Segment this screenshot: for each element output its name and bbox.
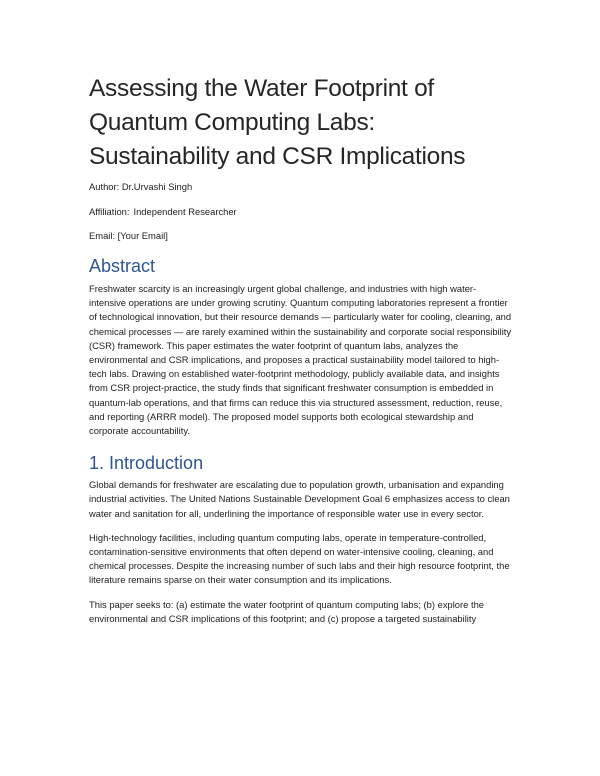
title-line-1: Assessing the Water Footprint of xyxy=(89,75,434,102)
abstract-text: Freshwater scarcity is an increasingly urgent global challenge, and industries with high water-intensive operations are under growing scrutiny. Quantum computing laboratories represent a frontier of technological innovation, but their resource demands — particularly water for cooling, cleaning, and chemical processes — are rarely examined within the sustainability and corporate social responsibility (CSR) framework. This paper estimates the water footprint of quantum labs, analyzes the environmental and CSR implications, and proposes a practical sustainability model tailored to high-tech labs. Drawing on established water-footprint methodology, publicly available data, and insights from CSR project-practice, the study finds that significant freshwater consumption is embedded in quantum-lab operations, and that firms can reduce this via structured assessment, reduction, reuse, and reporting (ARRR model). The proposed model supports both ecological stewardship and corporate accountability. xyxy=(89,283,512,437)
introduction-heading: 1. Introduction xyxy=(89,453,204,474)
email-line: Email: [Your Email] xyxy=(89,230,168,241)
author-line: Author: Dr.Urvashi Singh xyxy=(89,181,193,192)
affiliation-line xyxy=(89,206,513,218)
affiliation-value: Independent Researcher xyxy=(133,206,237,217)
abstract-heading: Abstract xyxy=(89,256,156,276)
intro-paragraph-3: This paper seeks to: (a) estimate the water footprint of quantum computing labs; (b) explore the environmental and CSR implications of this footprint; and (c) propose a targeted sustainability xyxy=(89,598,484,624)
paper-title xyxy=(89,72,513,174)
intro-paragraph-2: High-technology facilities, including quantum computing labs, operate in temperature-controlled, contamination-sensitive environments that often depend on water-intensive cooling, cleaning, and chemical processes. Despite the increasing number of such labs and their high resource footprint, the literature remains sparse on their water consumption and its implications. xyxy=(89,531,510,586)
affiliation-label: Affiliation: xyxy=(89,206,130,217)
title-line-2: Quantum Computing Labs: xyxy=(89,109,375,136)
title-line-3: Sustainability and CSR Implications xyxy=(89,143,466,170)
intro-paragraph-1: Global demands for freshwater are escalating due to population growth, urbanisation and expanding industrial activities. The United Nations Sustainable Development Goal 6 emphasizes access to clean water and sanitation for all, underlining the importance of responsible water use in every sector. xyxy=(89,479,510,519)
page-content xyxy=(89,72,513,626)
